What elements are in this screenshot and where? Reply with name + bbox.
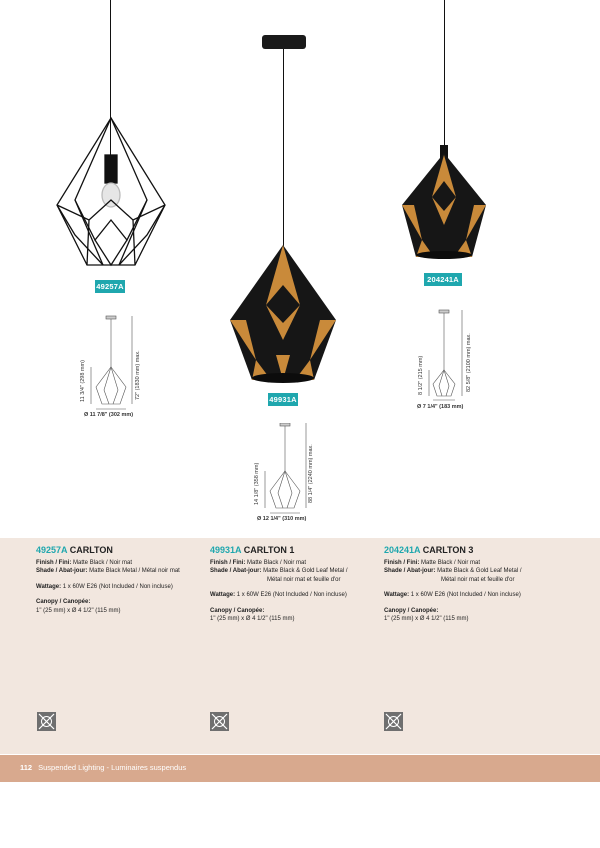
spec-column-204241a bbox=[384, 546, 564, 624]
canopy-value: 1" (25 mm) x Ø 4 1/2" (115 mm) bbox=[384, 616, 469, 622]
product-name: CARLTON bbox=[69, 545, 113, 555]
damp-location-icon bbox=[384, 712, 403, 731]
spec-column-49257a bbox=[36, 546, 216, 615]
shade-line: Shade / Abat-jour: Matte Black Metal / Métal noir mat bbox=[36, 568, 180, 574]
spec-column-49931a bbox=[210, 546, 390, 624]
shade-line-2: Métal noir mat et feuille d'or bbox=[441, 576, 515, 583]
dimension-diagram-49931a bbox=[262, 423, 312, 515]
page-number: 112 bbox=[20, 763, 33, 772]
product-tag-49931a: 49931A bbox=[269, 395, 297, 404]
canopy-label: Canopy / Canopée: bbox=[384, 607, 439, 614]
dim-height-max-49931a: 88 1/4" (2240 mm) max. bbox=[308, 444, 314, 503]
product-title bbox=[36, 546, 216, 555]
canopy-label: Canopy / Canopée: bbox=[210, 607, 265, 614]
damp-location-icon bbox=[37, 712, 56, 731]
dim-diameter-49257a: Ø 11 7/8" (302 mm) bbox=[84, 412, 134, 418]
shade-line: Shade / Abat-jour: Matte Black & Gold Leaf Metal / bbox=[210, 568, 348, 574]
canopy-value: 1" (25 mm) x Ø 4 1/2" (115 mm) bbox=[210, 616, 295, 622]
dimension-diagram-204241a bbox=[426, 308, 470, 402]
footer-text bbox=[20, 763, 186, 772]
dim-diameter-204241a: Ø 7 1/4" (183 mm) bbox=[417, 404, 464, 410]
product-tag-49257a: 49257A bbox=[96, 282, 124, 291]
pendant-image-49931a bbox=[226, 245, 340, 385]
finish-line: Finish / Fini: Matte Black / Noir mat bbox=[36, 559, 133, 566]
shade-line: Shade / Abat-jour: Matte Black & Gold Leaf Metal / bbox=[384, 568, 522, 574]
dimension-diagram-49257a bbox=[88, 312, 140, 412]
product-code: 49931A bbox=[210, 545, 242, 555]
wattage-line: Wattage: 1 x 60W E26 (Not Included / Non incluse) bbox=[210, 592, 347, 598]
canopy-image-49931a bbox=[262, 35, 306, 51]
pendant-image-204241a bbox=[400, 145, 488, 263]
canopy-value: 1" (25 mm) x Ø 4 1/2" (115 mm) bbox=[36, 607, 121, 614]
dim-height-49257a: 11 3/4" (298 mm) bbox=[80, 360, 86, 402]
dim-height-49931a: 14 1/8" (358 mm) bbox=[254, 462, 260, 505]
wattage-line: Wattage: 1 x 60W E26 (Not Included / Non incluse) bbox=[384, 592, 521, 598]
product-title bbox=[384, 546, 564, 555]
product-name: CARLTON 1 bbox=[243, 545, 295, 555]
pendant-image-49257a bbox=[45, 110, 177, 270]
finish-line: Finish / Fini: Matte Black / Noir mat bbox=[384, 559, 481, 566]
finish-line: Finish / Fini: Matte Black / Noir mat bbox=[210, 559, 307, 566]
damp-location-icon bbox=[210, 712, 229, 731]
dim-height-204241a: 8 1/2" (215 mm) bbox=[418, 355, 424, 395]
dim-height-max-204241a: 82 5/8" (2100 mm) max. bbox=[466, 333, 472, 392]
product-code: 49257A bbox=[36, 545, 68, 555]
wattage-line: Wattage: 1 x 60W E26 (Not Included / Non incluse) bbox=[36, 583, 173, 590]
product-tag-204241a: 204241A bbox=[424, 273, 462, 286]
pendant-cord-204241a bbox=[444, 0, 445, 152]
product-title bbox=[210, 546, 390, 555]
page-footer bbox=[0, 755, 600, 782]
section-title: Suspended Lighting - Luminaires suspendus bbox=[38, 763, 187, 772]
shade-line-2: Métal noir mat et feuille d'or bbox=[267, 576, 341, 583]
dim-height-max-49257a: 72" (1830 mm) max. bbox=[135, 350, 141, 400]
product-code: 204241A bbox=[384, 545, 421, 555]
product-name: CARLTON 3 bbox=[422, 545, 474, 555]
dim-diameter-49931a: Ø 12 1/4" (310 mm) bbox=[257, 516, 307, 522]
canopy-label: Canopy / Canopée: bbox=[36, 599, 91, 605]
pendant-cord-49931a bbox=[283, 46, 284, 256]
